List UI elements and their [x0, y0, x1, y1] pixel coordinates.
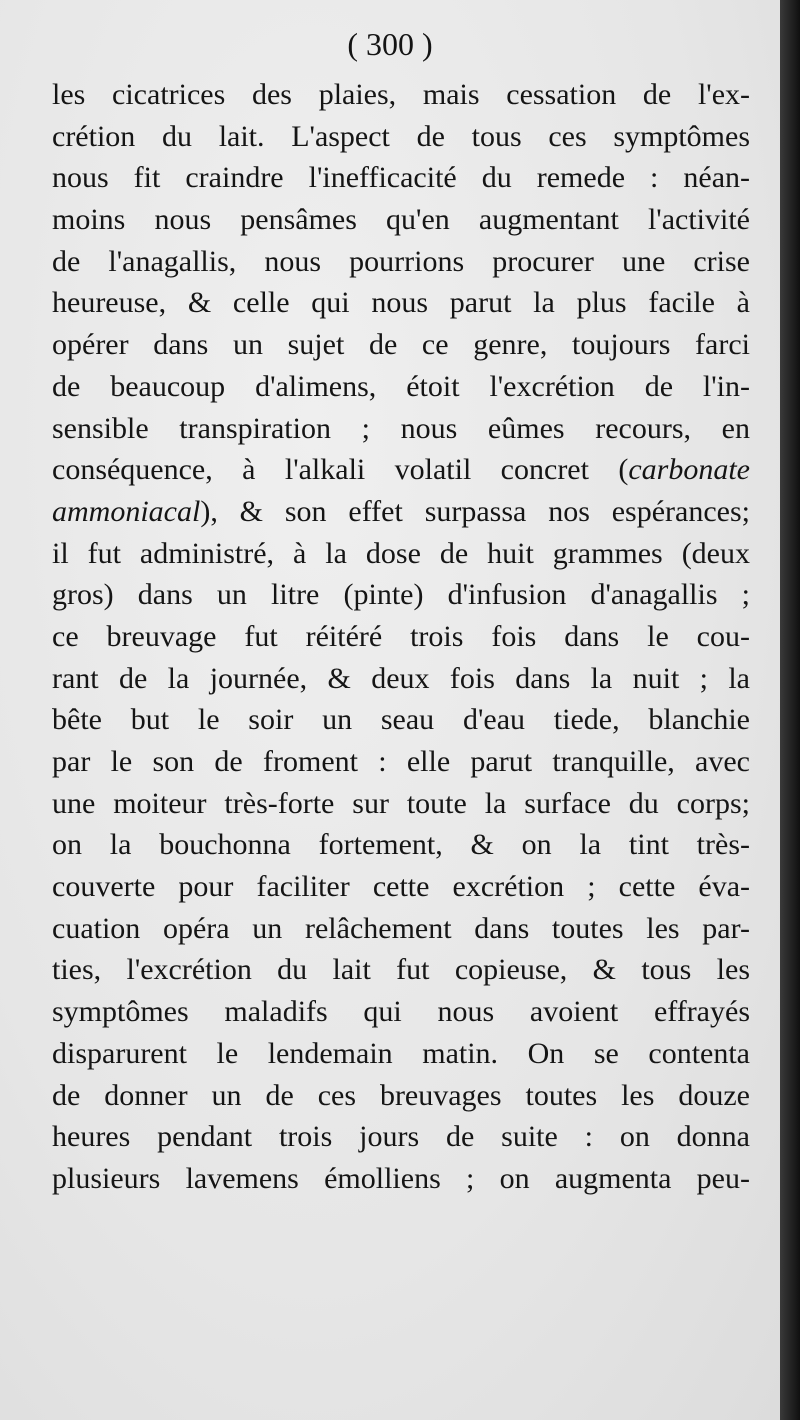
page-number: ( 300 ): [347, 26, 433, 62]
italic-term: ammoniacal: [52, 494, 201, 528]
text-line: ammoniacal), & son effet surpassa nos espérances;: [52, 494, 750, 528]
text-line: ties, l'excrétion du lait fut copieuse, & tous les: [52, 953, 750, 987]
text-line: symptômes maladifs qui nous avoient effrayés: [52, 995, 750, 1029]
text-line: sensible transpiration ; nous eûmes recours, en: [52, 411, 750, 445]
scan-edge: [780, 0, 800, 1420]
text-line: heures pendant trois jours de suite : on donna: [52, 1120, 750, 1154]
text-line: de beaucoup d'alimens, étoit l'excrétion de l'in-: [52, 369, 750, 403]
text-line: il fut administré, à la dose de huit grammes (deux: [52, 536, 750, 570]
text-line: rant de la journée, & deux fois dans la nuit ; la: [52, 661, 750, 695]
text-line: disparurent le lendemain matin. On se contenta: [52, 1036, 750, 1070]
text-line: nous fit craindre l'inefficacité du remede : néan-: [52, 161, 750, 195]
text-line: de donner un de ces breuvages toutes les douze: [52, 1078, 750, 1112]
text-line: opérer dans un sujet de ce genre, toujours farci: [52, 328, 750, 362]
italic-term: carbonate: [628, 453, 750, 487]
text-line: de l'anagallis, nous pourrions procurer une crise: [52, 244, 750, 278]
text-line: on la bouchonna fortement, & on la tint très-: [52, 828, 750, 862]
text-line: les cicatrices des plaies, mais cessation de l'ex-: [52, 78, 750, 111]
text-line: par le son de froment : elle parut tranquille, avec: [52, 745, 750, 778]
text-line: crétion du lait. L'aspect de tous ces symptômes: [52, 119, 750, 153]
text-line: cuation opéra un relâchement dans toutes les par-: [52, 911, 750, 945]
text-line: plusieurs lavemens émolliens ; on augmenta peu-: [52, 1161, 750, 1195]
text-line: moins nous pensâmes qu'en augmentant l'activité: [52, 203, 750, 237]
text-line: ce breuvage fut réitéré trois fois dans le cou-: [52, 619, 750, 653]
text-line: gros) dans un litre (pinte) d'infusion d'anagallis ;: [52, 578, 750, 612]
text-line: bête but le soir un seau d'eau tiede, blanchie: [52, 703, 750, 737]
text-line: heureuse, & celle qui nous parut la plus facile à: [52, 286, 750, 320]
text-line: une moiteur très-forte sur toute la surface du corps;: [52, 786, 750, 820]
body-text: [52, 74, 750, 1200]
text-line: couverte pour faciliter cette excrétion ; cette éva-: [52, 870, 750, 904]
text-line: conséquence, à l'alkali volatil concret (carbonate: [52, 453, 750, 487]
